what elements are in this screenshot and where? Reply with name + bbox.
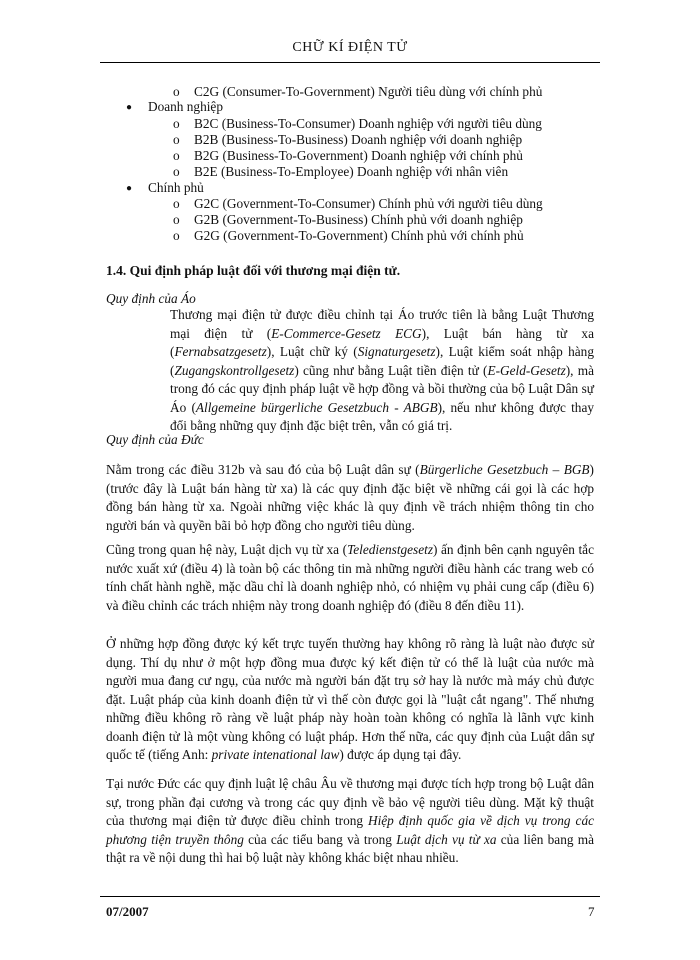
- bullet-icon: ●: [126, 183, 133, 194]
- header-divider: [100, 62, 600, 63]
- sub-bullet-icon: o: [173, 212, 180, 227]
- list-item: B2B (Business-To-Business) Doanh nghiệp với doanh nghiệp: [194, 132, 523, 147]
- list-item: G2G (Government-To-Government) Chính phủ với chính phủ: [194, 228, 524, 243]
- paragraph-germany-3: Ở những hợp đồng được ký kết trực tuyến thường hay không rõ ràng là luật nào được sử dụng. Thí dụ như ở một hợp đồng mua được ký kết điện tử có thể là luật của nước mà người mua đang cư ngụ, của nước mà người bán đặt trụ sở hay là nước mà máy chủ được đặt. Luật pháp của kinh doanh điện tử vì thế còn được gọi là "luật cắt ngang". Thế nhưng những điều không rõ ràng về luật pháp này hoàn toàn không có nghĩa là lãnh vực kinh doanh điện tử là một vùng không có luật pháp. Hơn thế nữa, các quy định của Luật dân sự quốc tế (tiếng Anh: private intenational law) được áp dụng tại đây.: [106, 636, 594, 762]
- sub-bullet-icon: o: [173, 148, 180, 163]
- list-heading-business: Doanh nghiệp: [148, 99, 223, 114]
- sub-bullet-icon: o: [173, 84, 180, 99]
- list-item: C2G (Consumer-To-Government) Người tiêu dùng với chính phủ: [194, 84, 543, 99]
- sub-bullet-icon: o: [173, 196, 180, 211]
- sub-bullet-icon: o: [173, 228, 180, 243]
- sub-bullet-icon: o: [173, 132, 180, 147]
- paragraph-germany-1: Nằm trong các điều 312b và sau đó của bộ Luật dân sự (Bürgerliche Gesetzbuch – BGB) (trước đây là Luật bán hàng từ xa) là các quy định đặc biệt về những cái gọi là các hợp đồng bán hàng từ xa. Ngoài những việc khác là quy định về trách nhiệm thông tin cho người bán và quyền bãi bỏ hợp đồng cho người tiêu dùng.: [106, 462, 594, 533]
- list-item: B2C (Business-To-Consumer) Doanh nghiệp với người tiêu dùng: [194, 116, 542, 131]
- list-item: B2E (Business-To-Employee) Doanh nghiệp với nhân viên: [194, 164, 509, 179]
- section-heading: 1.4. Qui định pháp luật đối với thương mại điện tử.: [106, 263, 401, 278]
- sub-bullet-icon: o: [173, 116, 180, 131]
- paragraph-germany-4: Tại nước Đức các quy định luật lệ châu Âu về thương mại được tích hợp trong bộ Luật dân sự, trong phần đại cương và trong các quy định về bảo vệ người tiêu dùng. Mặt kỹ thuật của thương mại điện tử được điều chỉnh trong Hiệp định quốc gia về dịch vụ trong các phương tiện truyền thông của các tiểu bang và trong Luật dịch vụ từ xa của liên bang mà thật ra về nội dung thì hai bộ luật này không khác biệt nhau nhiều.: [106, 776, 594, 865]
- list-item: B2G (Business-To-Government) Doanh nghiệp với chính phủ: [194, 148, 523, 163]
- page-number: 7: [588, 904, 595, 919]
- list-heading-government: Chính phủ: [148, 180, 204, 195]
- page-header-title: CHỮ KÍ ĐIỆN TỬ: [292, 40, 408, 55]
- list-item: G2B (Government-To-Business) Chính phủ với doanh nghiệp: [194, 212, 523, 227]
- footer-date: 07/2007: [106, 904, 149, 919]
- paragraph-austria: Thương mại điện tử được điều chỉnh tại Áo trước tiên là bằng Luật Thương mại điện tử (E-Commerce-Gesetz ECG), Luật bán hàng từ xa (Fernabsatzgesetz), Luật chữ ký (Signaturgesetz), Luật kiểm soát nhập hàng (Zugangskontrollgesetz) cũng như bằng Luật tiền điện tử (E-Geld-Gesetz), mà trong đó các quy định pháp luật về hợp đồng và bồi thường của bộ Luật Dân sự Áo (Allgemeine bürgerliche Gesetzbuch - ABGB), nếu như không được thay đổi bằng những quy định đặc biệt trên, vẫn có giá trị.: [170, 307, 594, 433]
- list-item: G2C (Government-To-Consumer) Chính phủ với người tiêu dùng: [194, 196, 543, 211]
- footer-divider: [100, 896, 600, 897]
- bullet-icon: ●: [126, 102, 133, 113]
- subheading-austria: Quy định của Áo: [106, 291, 196, 306]
- sub-bullet-icon: o: [173, 164, 180, 179]
- subheading-germany: Quy định của Đức: [106, 432, 204, 447]
- paragraph-germany-2: Cũng trong quan hệ này, Luật dịch vụ từ xa (Teledienstgesetz) ấn định bên cạnh nguyên tắc nước xuất xứ (điều 4) là toàn bộ các thông tin mà những người điều hành các trang web có tính chất hành nghề, mặc dầu chỉ là doanh nghiệp nhỏ, có nhiệm vụ phải cung cấp (điều 6) và điều chỉnh các trách nhiệm này trong doanh nghiệp đó (điều 8 đến điều 11).: [106, 542, 594, 613]
